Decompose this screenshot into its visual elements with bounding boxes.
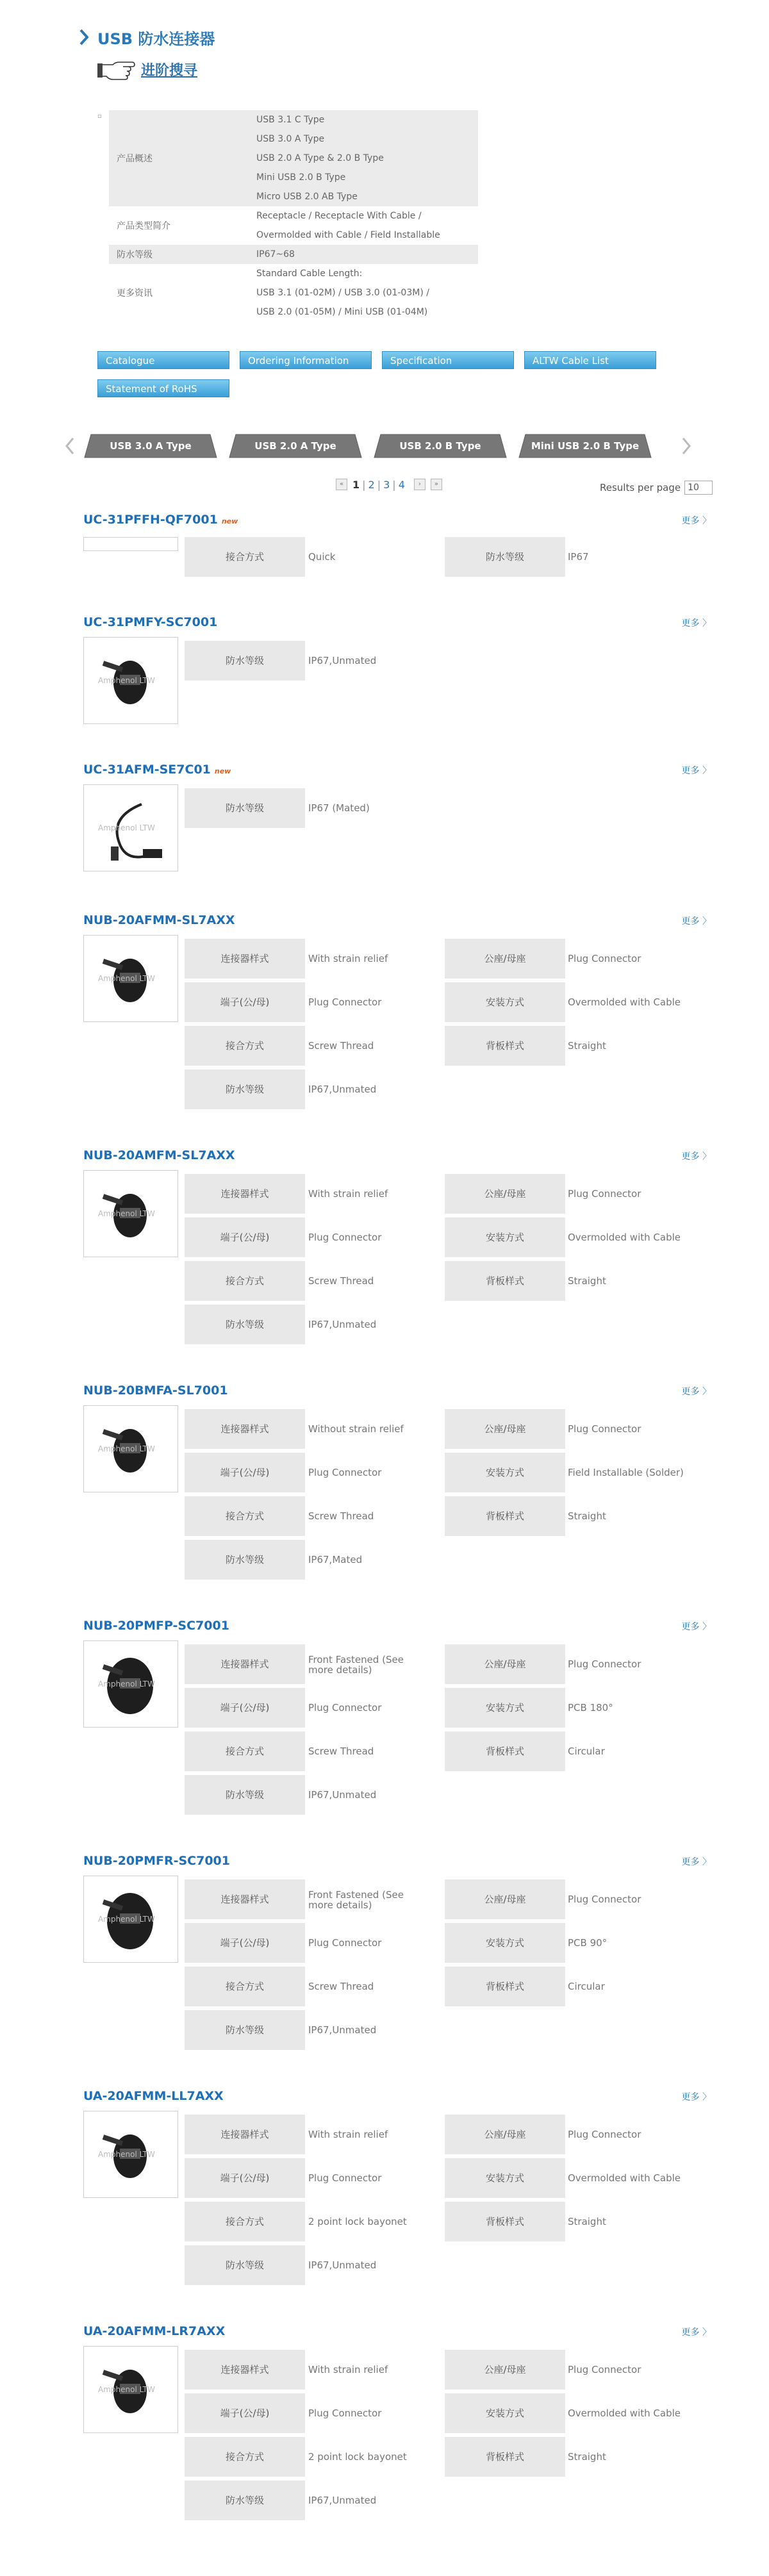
category-tab[interactable] bbox=[518, 433, 652, 459]
product-name[interactable]: NUB-20AFMM-SL7AXX bbox=[83, 913, 235, 927]
spec-label-gender: 公座/母座 bbox=[445, 939, 565, 978]
results-per-page bbox=[600, 481, 713, 495]
spec-value-back: Circular bbox=[568, 1981, 605, 1992]
product-name-link[interactable] bbox=[83, 615, 217, 629]
info-values bbox=[256, 206, 478, 245]
spec-label-term: 端子(公/母) bbox=[185, 1923, 305, 1963]
spec-value-back: Straight bbox=[568, 1275, 606, 1287]
spec-value-couple: Screw Thread bbox=[308, 1040, 374, 1052]
product-image[interactable] bbox=[83, 935, 178, 1022]
product-name[interactable]: NUB-20AMFM-SL7AXX bbox=[83, 1148, 235, 1162]
category-tab-label[interactable]: USB 2.0 A Type bbox=[254, 440, 336, 452]
spec-value-mount: Overmolded with Cable bbox=[568, 2407, 681, 2419]
spec-label-back: 背板样式 bbox=[445, 1967, 565, 2006]
info-value: USB 3.1 (01-02M) / USB 3.0 (01-03M) / bbox=[256, 288, 429, 298]
spec-value-ip: IP67,Unmated bbox=[308, 1789, 377, 1801]
spec-label-lock: 连接器样式 bbox=[185, 1174, 305, 1214]
watermark: Amphenol LTW bbox=[98, 2385, 155, 2394]
product-name[interactable]: NUB-20PMFR-SC7001 bbox=[83, 1854, 230, 1868]
page-separator: | bbox=[377, 478, 381, 491]
results-per-page-input[interactable] bbox=[684, 481, 713, 495]
page-header bbox=[79, 24, 215, 50]
spec-label-lock: 连接器样式 bbox=[185, 939, 305, 978]
info-value: Mini USB 2.0 B Type bbox=[256, 172, 346, 183]
spec-label-couple: 接合方式 bbox=[185, 1261, 305, 1301]
product-name-link[interactable] bbox=[83, 1148, 235, 1162]
spec-label-ip: 防水等级 bbox=[185, 1775, 305, 1815]
spec-value-term: Plug Connector bbox=[308, 1702, 382, 1713]
spec-value-lock: Front Fastened (See more details) bbox=[308, 1889, 404, 1911]
spec-value-mount: Field Installable (Solder) bbox=[568, 1467, 684, 1478]
spec-value-lock: With strain relief bbox=[308, 2364, 388, 2375]
spec-value-gender: Plug Connector bbox=[568, 2364, 641, 2375]
spec-value-gender: Plug Connector bbox=[568, 1894, 641, 1905]
spec-label-lock: 连接器样式 bbox=[185, 1879, 305, 1919]
spec-value-term: Plug Connector bbox=[308, 1467, 382, 1478]
spec-label-ip: 防水等级 bbox=[445, 537, 565, 577]
product-name[interactable]: UC-31AFM-SE7C01 bbox=[83, 763, 211, 777]
spec-value-ip: IP67,Unmated bbox=[308, 1084, 377, 1095]
category-tab-label[interactable]: Mini USB 2.0 B Type bbox=[531, 440, 640, 452]
spec-label-mount: 安装方式 bbox=[445, 1688, 565, 1728]
results-per-page-label: Results per page bbox=[600, 482, 681, 493]
info-value: Standard Cable Length: bbox=[256, 268, 363, 279]
category-tab-label[interactable]: USB 3.0 A Type bbox=[110, 440, 192, 452]
spec-label-term: 端子(公/母) bbox=[185, 1453, 305, 1492]
spec-value-back: Straight bbox=[568, 2451, 606, 2463]
spec-label-mount: 安装方式 bbox=[445, 2158, 565, 2198]
info-value: USB 3.1 C Type bbox=[256, 115, 325, 125]
watermark: Amphenol LTW bbox=[98, 2150, 155, 2159]
product-info-table bbox=[109, 110, 478, 322]
doc-button-statement-of-rohs[interactable]: Statement of RoHS bbox=[97, 379, 229, 397]
product-name-link[interactable] bbox=[83, 1619, 229, 1633]
spec-value-ip: IP67,Unmated bbox=[308, 2495, 377, 2506]
spec-value-couple: Screw Thread bbox=[308, 1746, 374, 1757]
product-name[interactable]: NUB-20BMFA-SL7001 bbox=[83, 1383, 228, 1398]
page-4-link[interactable]: 4 bbox=[398, 478, 405, 491]
spec-label-couple: 接合方式 bbox=[185, 1731, 305, 1771]
info-key: 产品类型简介 bbox=[117, 221, 170, 231]
more-link[interactable]: 更多 〉 bbox=[681, 1152, 711, 1162]
info-value: USB 3.0 A Type bbox=[256, 134, 325, 144]
spec-label-back: 背板样式 bbox=[445, 2202, 565, 2242]
info-value: Receptacle / Receptacle With Cable / bbox=[256, 211, 422, 221]
spec-label-couple: 接合方式 bbox=[185, 2202, 305, 2242]
spec-value-gender: Plug Connector bbox=[568, 1423, 641, 1435]
spec-label-ip: 防水等级 bbox=[185, 641, 305, 681]
spec-value-couple: Screw Thread bbox=[308, 1981, 374, 1992]
spec-label-back: 背板样式 bbox=[445, 2437, 565, 2477]
product-name[interactable]: UC-31PFFH-QF7001 bbox=[83, 513, 218, 527]
more-link[interactable]: 更多 〉 bbox=[681, 916, 711, 927]
spec-value-ip: IP67,Unmated bbox=[308, 2259, 377, 2271]
spec-value-couple: Screw Thread bbox=[308, 1275, 374, 1287]
product-image[interactable] bbox=[83, 2111, 178, 2198]
info-key: 防水等级 bbox=[117, 250, 153, 260]
product-name-link[interactable] bbox=[83, 1383, 228, 1398]
spec-label-ip: 防水等级 bbox=[185, 1540, 305, 1580]
more-link[interactable]: 更多 〉 bbox=[681, 1622, 711, 1632]
product-image[interactable] bbox=[83, 784, 178, 871]
spec-label-term: 端子(公/母) bbox=[185, 982, 305, 1022]
category-tab[interactable] bbox=[373, 433, 508, 459]
spec-value-lock: With strain relief bbox=[308, 1188, 388, 1200]
spec-value-lock: With strain relief bbox=[308, 2129, 388, 2140]
spec-value-back: Straight bbox=[568, 2216, 606, 2227]
product-name-link[interactable] bbox=[83, 763, 231, 777]
info-value: USB 2.0 A Type & 2.0 B Type bbox=[256, 153, 384, 163]
watermark: Amphenol LTW bbox=[98, 1209, 155, 1218]
spec-label-ip: 防水等级 bbox=[185, 2010, 305, 2050]
spec-label-ip: 防水等级 bbox=[185, 1305, 305, 1344]
spec-value-ip: IP67,Unmated bbox=[308, 655, 377, 666]
spec-value-mount: PCB 90° bbox=[568, 1937, 608, 1949]
product-name-link[interactable] bbox=[83, 2324, 225, 2338]
spec-label-gender: 公座/母座 bbox=[445, 1879, 565, 1919]
watermark: Amphenol LTW bbox=[98, 1680, 155, 1688]
spec-label-back: 背板样式 bbox=[445, 1026, 565, 1066]
spec-label-ip: 防水等级 bbox=[185, 1069, 305, 1109]
doc-button-catalogue[interactable]: Catalogue bbox=[97, 351, 229, 369]
spec-value-couple: Quick bbox=[308, 551, 336, 563]
info-key: 产品概述 bbox=[117, 154, 153, 164]
next-page-button[interactable]: › bbox=[414, 479, 426, 490]
chevron-right-icon bbox=[79, 29, 88, 45]
spec-label-mount: 安装方式 bbox=[445, 982, 565, 1022]
info-row bbox=[109, 206, 478, 245]
spec-value-term: Plug Connector bbox=[308, 996, 382, 1008]
spec-label-ip: 防水等级 bbox=[185, 788, 305, 828]
spec-value-couple: 2 point lock bayonet bbox=[308, 2451, 407, 2463]
watermark: Amphenol LTW bbox=[98, 823, 155, 832]
more-link[interactable]: 更多 〉 bbox=[681, 2327, 711, 2338]
category-tab-label[interactable]: USB 2.0 B Type bbox=[399, 440, 481, 452]
spec-value-ip: IP67,Unmated bbox=[308, 2024, 377, 2036]
spec-value-term: Plug Connector bbox=[308, 1937, 382, 1949]
product-name[interactable]: UA-20AFMM-LR7AXX bbox=[83, 2324, 226, 2338]
spec-value-term: Plug Connector bbox=[308, 2407, 382, 2419]
spec-value-mount: Overmolded with Cable bbox=[568, 1232, 681, 1243]
product-name-link[interactable] bbox=[83, 1854, 230, 1868]
more-link[interactable]: 更多 〉 bbox=[681, 1857, 711, 1867]
info-value: Micro USB 2.0 AB Type bbox=[256, 192, 358, 202]
spec-label-lock: 连接器样式 bbox=[185, 2350, 305, 2390]
more-link[interactable]: 更多 〉 bbox=[681, 2092, 711, 2102]
spec-label-couple: 接合方式 bbox=[185, 1496, 305, 1536]
spec-label-lock: 连接器样式 bbox=[185, 1644, 305, 1684]
spec-label-mount: 安装方式 bbox=[445, 2393, 565, 2433]
info-value: IP67~68 bbox=[256, 249, 295, 260]
spec-value-mount: Overmolded with Cable bbox=[568, 2172, 681, 2184]
spec-label-back: 背板样式 bbox=[445, 1496, 565, 1536]
spec-value-back: Circular bbox=[568, 1746, 605, 1757]
spec-value-back: Straight bbox=[568, 1040, 606, 1052]
spec-label-ip: 防水等级 bbox=[185, 2481, 305, 2520]
spec-label-mount: 安装方式 bbox=[445, 1453, 565, 1492]
doc-button-specification[interactable]: Specification bbox=[382, 351, 514, 369]
spec-value-lock: Front Fastened (See more details) bbox=[308, 1654, 404, 1676]
spec-label-couple: 接合方式 bbox=[185, 537, 305, 577]
spec-label-gender: 公座/母座 bbox=[445, 2115, 565, 2154]
spec-value-couple: 2 point lock bayonet bbox=[308, 2216, 407, 2227]
doc-button-ordering-information[interactable]: Ordering Information bbox=[240, 351, 372, 369]
watermark: Amphenol LTW bbox=[98, 1915, 155, 1924]
product-image[interactable] bbox=[83, 537, 178, 551]
carousel-prev-icon[interactable] bbox=[64, 437, 76, 455]
spec-label-gender: 公座/母座 bbox=[445, 2350, 565, 2390]
more-link[interactable]: 更多 〉 bbox=[681, 618, 711, 629]
info-value: Overmolded with Cable / Field Installable bbox=[256, 230, 440, 240]
category-carousel bbox=[64, 428, 705, 464]
spec-value-gender: Plug Connector bbox=[568, 953, 641, 964]
spec-value-gender: Plug Connector bbox=[568, 1188, 641, 1200]
last-page-button[interactable]: » bbox=[431, 479, 442, 490]
doc-button-altw-cable-list[interactable]: ALTW Cable List bbox=[524, 351, 656, 369]
spec-label-ip: 防水等级 bbox=[185, 2245, 305, 2285]
product-image[interactable] bbox=[83, 1640, 178, 1728]
spec-label-back: 背板样式 bbox=[445, 1731, 565, 1771]
spec-value-term: Plug Connector bbox=[308, 2172, 382, 2184]
carousel-next-icon[interactable] bbox=[681, 437, 692, 455]
page-1-link[interactable]: 1 bbox=[352, 478, 360, 491]
info-row bbox=[109, 264, 478, 322]
info-values bbox=[256, 110, 478, 206]
product-name[interactable]: UA-20AFMM-LL7AXX bbox=[83, 2089, 224, 2103]
page-title: USB 防水连接器 bbox=[97, 29, 215, 48]
spec-value-mount: Overmolded with Cable bbox=[568, 996, 681, 1008]
page-2-link[interactable]: 2 bbox=[368, 478, 375, 491]
spec-value-gender: Plug Connector bbox=[568, 2129, 641, 2140]
spec-label-back: 背板样式 bbox=[445, 1261, 565, 1301]
product-image[interactable] bbox=[83, 2346, 178, 2433]
spec-label-couple: 接合方式 bbox=[185, 1026, 305, 1066]
info-values bbox=[256, 264, 478, 322]
more-link[interactable]: 更多 〉 bbox=[681, 766, 711, 776]
page-separator: | bbox=[392, 478, 396, 491]
info-row bbox=[109, 110, 478, 206]
product-image[interactable] bbox=[83, 1405, 178, 1492]
info-value: USB 2.0 (01-05M) / Mini USB (01-04M) bbox=[256, 307, 428, 317]
spec-value-ip: IP67 bbox=[568, 551, 589, 563]
product-name-link[interactable] bbox=[83, 913, 235, 927]
spec-value-term: Plug Connector bbox=[308, 1232, 382, 1243]
pagination bbox=[333, 477, 445, 492]
spec-label-couple: 接合方式 bbox=[185, 2437, 305, 2477]
spec-value-ip: IP67 (Mated) bbox=[308, 802, 370, 814]
spec-value-gender: Plug Connector bbox=[568, 1658, 641, 1670]
product-name-link[interactable] bbox=[83, 513, 238, 527]
spec-label-term: 端子(公/母) bbox=[185, 1688, 305, 1728]
spec-label-lock: 连接器样式 bbox=[185, 1409, 305, 1449]
spec-value-ip: IP67,Unmated bbox=[308, 1319, 377, 1330]
spec-value-couple: Screw Thread bbox=[308, 1510, 374, 1522]
spec-value-lock: Without strain relief bbox=[308, 1423, 404, 1435]
watermark: Amphenol LTW bbox=[98, 1444, 155, 1453]
spec-value-ip: IP67,Mated bbox=[308, 1554, 363, 1565]
spec-label-term: 端子(公/母) bbox=[185, 2158, 305, 2198]
product-image[interactable] bbox=[83, 1876, 178, 1963]
product-image[interactable] bbox=[83, 637, 178, 724]
spec-label-gender: 公座/母座 bbox=[445, 1174, 565, 1214]
info-row bbox=[109, 245, 478, 264]
spec-label-lock: 连接器样式 bbox=[185, 2115, 305, 2154]
info-key: 更多资讯 bbox=[117, 288, 153, 299]
new-badge: new bbox=[214, 767, 231, 775]
spec-value-lock: With strain relief bbox=[308, 953, 388, 964]
spec-label-gender: 公座/母座 bbox=[445, 1644, 565, 1684]
category-tab[interactable] bbox=[83, 433, 218, 459]
watermark: Amphenol LTW bbox=[98, 676, 155, 685]
category-tab[interactable] bbox=[228, 433, 363, 459]
spec-label-term: 端子(公/母) bbox=[185, 2393, 305, 2433]
product-name-link[interactable] bbox=[83, 2089, 224, 2103]
spec-value-back: Straight bbox=[568, 1510, 606, 1522]
more-link[interactable]: 更多 〉 bbox=[681, 516, 711, 526]
advanced-search-label[interactable]: 进阶搜寻 bbox=[141, 62, 198, 79]
more-link[interactable]: 更多 〉 bbox=[681, 1387, 711, 1397]
spec-label-term: 端子(公/母) bbox=[185, 1218, 305, 1257]
product-name[interactable]: UC-31PMFY-SC7001 bbox=[83, 615, 218, 629]
bullet-icon: ▫ bbox=[97, 113, 102, 120]
spec-label-mount: 安装方式 bbox=[445, 1923, 565, 1963]
product-image[interactable] bbox=[83, 1170, 178, 1257]
watermark: Amphenol LTW bbox=[98, 974, 155, 983]
info-values bbox=[256, 245, 478, 264]
product-name[interactable]: NUB-20PMFP-SC7001 bbox=[83, 1619, 229, 1633]
spec-label-mount: 安装方式 bbox=[445, 1218, 565, 1257]
spec-label-gender: 公座/母座 bbox=[445, 1409, 565, 1449]
spec-value-mount: PCB 180° bbox=[568, 1702, 613, 1713]
advanced-search-link[interactable] bbox=[97, 56, 197, 82]
new-badge: new bbox=[221, 517, 238, 525]
spec-label-couple: 接合方式 bbox=[185, 1967, 305, 2006]
page-3-link[interactable]: 3 bbox=[383, 478, 390, 491]
page-separator: | bbox=[362, 478, 366, 491]
first-page-button[interactable]: « bbox=[336, 479, 347, 490]
pointing-hand-icon bbox=[97, 58, 136, 80]
